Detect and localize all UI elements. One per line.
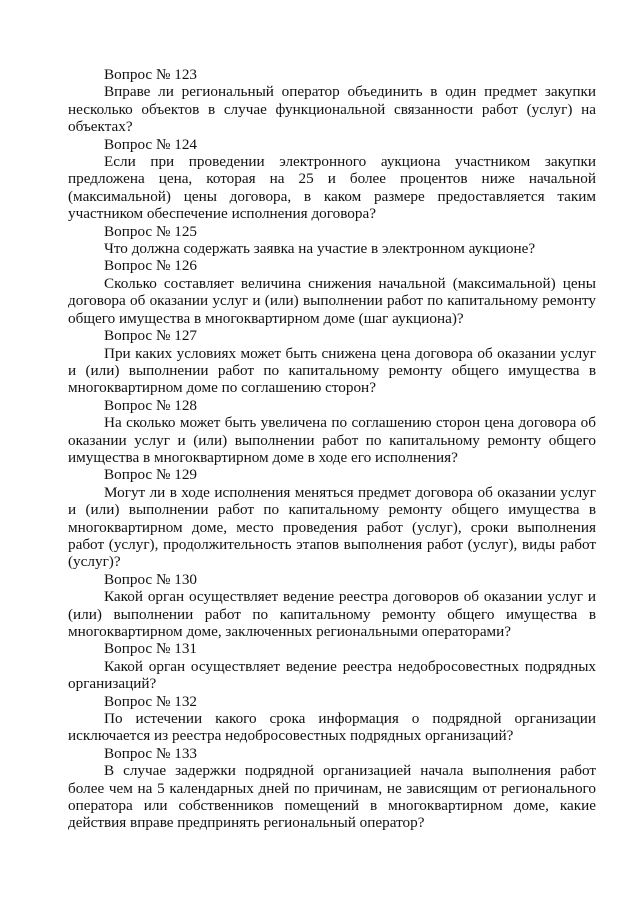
question-title: Вопрос № 131 [104, 640, 198, 658]
question-text: В случае задержки подрядной организацией начала выполнения работ более чем на 5 календарных дней по причинам, не зависящим от регионального оператора или собственников помещений в многоквартирном доме, какие действия вправе предпринять региональный оператор? [68, 762, 596, 832]
question-title: Вопрос № 129 [104, 466, 198, 484]
question-text: На сколько может быть увеличена по соглашению сторон цена договора об оказании услуг и (или) выполнении работ по капитальному ремонту общего имущества в многоквартирном доме в ходе его исполнения? [68, 414, 596, 466]
question-title: Вопрос № 123 [104, 66, 198, 83]
question-text: По истечении какого срока информация о подрядной организации исключается из реестра недобросовестных подрядных организаций? [68, 710, 596, 745]
document-page [68, 66, 596, 832]
question-128 [68, 397, 596, 467]
question-text: Какой орган осуществляет ведение реестра договоров об оказании услуг и (или) выполнении работ по капитальному ремонту общего имущества в многоквартирном доме, заключенных региональными операторами? [68, 588, 596, 640]
question-title: Вопрос № 130 [104, 570, 198, 588]
question-title: Вопрос № 126 [104, 257, 198, 275]
question-title: Вопрос № 128 [104, 396, 198, 414]
question-title: Вопрос № 132 [104, 692, 198, 710]
question-123 [68, 66, 596, 136]
question-text: Сколько составляет величина снижения начальной (максимальной) цены договора об оказании услуг и (или) выполнении работ по капитальному ремонту общего имущества в многоквартирном доме (шаг аукциона)? [68, 274, 596, 327]
question-127 [68, 327, 596, 397]
question-text: Какой орган осуществляет ведение реестра недобросовестных подрядных организаций? [68, 657, 596, 693]
question-129 [68, 466, 596, 570]
question-130 [68, 571, 596, 641]
question-124 [68, 136, 596, 223]
question-title: Вопрос № 127 [104, 327, 198, 345]
question-text: Если при проведении электронного аукциона участником закупки предложена цена, которая на 25 и более процентов ниже начальной (максимальной) цены договора, в каком размере предоставляется таким участником обеспечение исполнения договора? [68, 153, 596, 223]
question-text: При каких условиях может быть снижена цена договора об оказании услуг и (или) выполнении работ по капитальному ремонту общего имущества в многоквартирном доме по соглашению сторон? [68, 344, 596, 397]
question-text: Могут ли в ходе исполнения меняться предмет договора об оказании услуг и (или) выполнении работ по капитальному ремонту общего имущества в многоквартирном доме, место проведения работ (услуг), сроки выполнения работ (услуг), продолжительность этапов выполнения работ (услуг), виды работ (услуг)? [68, 483, 596, 571]
question-131 [68, 640, 596, 692]
question-title: Вопрос № 124 [104, 135, 198, 153]
question-text: Вправе ли региональный оператор объединить в один предмет закупки несколько объектов в случае функциональной связанности работ (услуг) на объектах? [68, 83, 596, 136]
question-133 [68, 745, 596, 832]
question-title: Вопрос № 133 [104, 744, 198, 762]
question-text: Что должна содержать заявка на участие в электронном аукционе? [104, 240, 536, 258]
question-126 [68, 257, 596, 327]
question-title: Вопрос № 125 [104, 222, 198, 240]
question-125 [68, 223, 596, 258]
question-132 [68, 693, 596, 745]
